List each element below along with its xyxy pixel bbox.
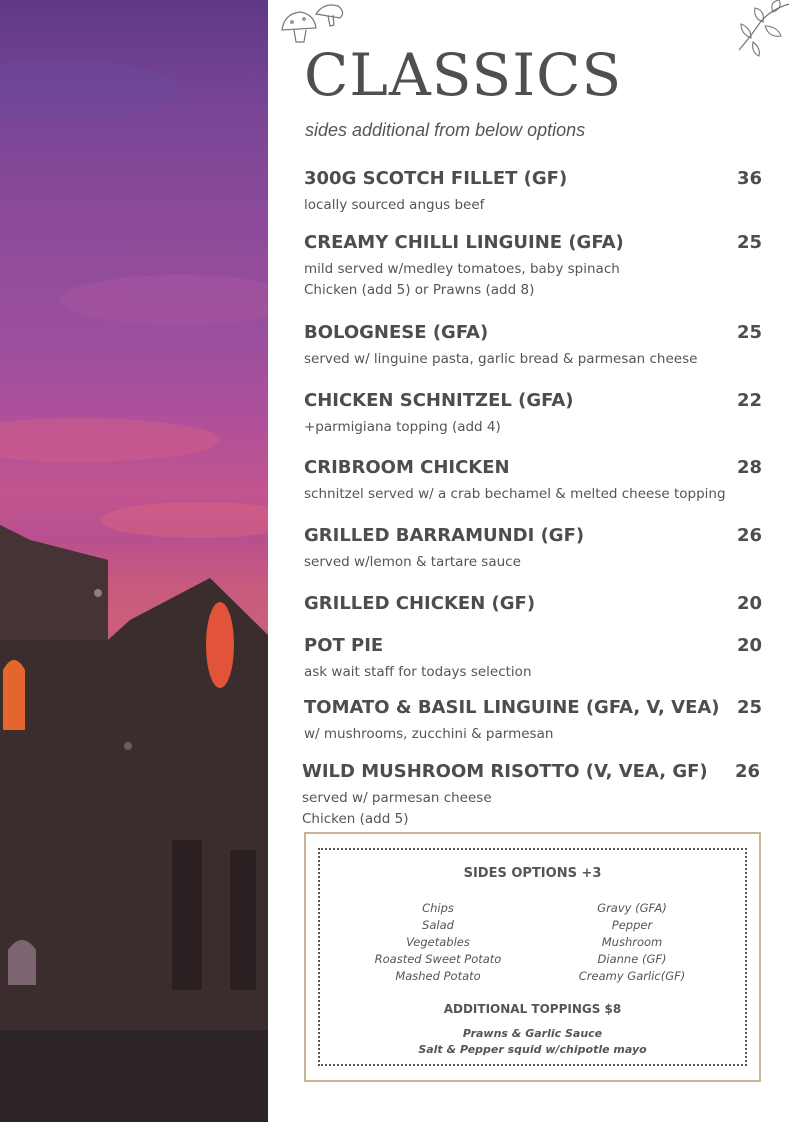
menu-item bbox=[304, 525, 762, 573]
menu-item-desc: mild served w/medley tomatoes, baby spinach bbox=[304, 261, 620, 277]
menu-item-name: GRILLED CHICKEN (GF) bbox=[304, 593, 536, 614]
menu-item bbox=[304, 457, 762, 505]
menu-item bbox=[304, 322, 762, 370]
menu-item-desc: served w/lemon & tartare sauce bbox=[304, 554, 521, 570]
side-option: Mashed Potato bbox=[395, 969, 481, 983]
menu-item-desc: ask wait staff for todays selection bbox=[304, 664, 532, 680]
sides-box bbox=[304, 832, 761, 1082]
menu-content bbox=[268, 0, 793, 1122]
sides-list-right bbox=[532, 900, 732, 985]
side-option: Chips bbox=[422, 901, 454, 915]
side-option: Pepper bbox=[611, 918, 653, 932]
menu-item bbox=[304, 168, 762, 216]
menu-item-desc: Chicken (add 5) or Prawns (add 8) bbox=[304, 282, 535, 298]
menu-item-name: GRILLED BARRAMUNDI (GF) bbox=[304, 525, 585, 546]
leaf-sketch-icon bbox=[729, 0, 791, 58]
page-title: CLASSICS bbox=[304, 41, 623, 109]
menu-item-desc: served w/ linguine pasta, garlic bread & parmesan cheese bbox=[304, 351, 698, 367]
sides-list-left bbox=[338, 900, 538, 985]
menu-item-price: 36 bbox=[736, 168, 762, 189]
menu-item-price: 25 bbox=[736, 322, 762, 343]
side-option: Dianne (GF) bbox=[597, 952, 667, 966]
menu-item bbox=[304, 697, 762, 745]
menu-item-price: 22 bbox=[736, 390, 762, 411]
menu-item-name: POT PIE bbox=[304, 635, 384, 656]
side-option: Vegetables bbox=[406, 935, 470, 949]
menu-item-name: BOLOGNESE (GFA) bbox=[304, 322, 489, 343]
menu-item-name: CREAMY CHILLI LINGUINE (GFA) bbox=[304, 232, 624, 253]
sides-box-inner bbox=[318, 848, 747, 1066]
menu-item bbox=[302, 761, 760, 830]
menu-item-price: 25 bbox=[736, 697, 762, 718]
menu-item-name: WILD MUSHROOM RISOTTO (V, VEA, GF) bbox=[302, 761, 708, 782]
menu-item-desc: schnitzel served w/ a crab bechamel & melted cheese topping bbox=[304, 486, 726, 502]
menu-item-desc: +parmigiana topping (add 4) bbox=[304, 419, 501, 435]
menu-item-desc: served w/ parmesan cheese bbox=[302, 790, 492, 806]
menu-item-desc: locally sourced angus beef bbox=[304, 197, 485, 213]
menu-item-price: 26 bbox=[736, 525, 762, 546]
topping-option: Salt & Pepper squid w/chipotle mayo bbox=[418, 1043, 647, 1056]
side-option: Mushroom bbox=[601, 935, 663, 949]
side-option: Salad bbox=[422, 918, 454, 932]
mushroom-sketch-icon bbox=[276, 0, 348, 46]
menu-item-price: 20 bbox=[736, 635, 762, 656]
sunset-church-photo bbox=[0, 0, 268, 1122]
menu-item-name: CRIBROOM CHICKEN bbox=[304, 457, 510, 478]
page-subtitle: sides additional from below options bbox=[305, 120, 586, 140]
church-silhouette bbox=[0, 0, 268, 1122]
side-option: Creamy Garlic(GF) bbox=[578, 969, 686, 983]
menu-item bbox=[304, 593, 762, 614]
sides-heading: SIDES OPTIONS +3 bbox=[463, 866, 602, 881]
menu-item-name: TOMATO & BASIL LINGUINE (GFA, V, VEA) bbox=[304, 697, 720, 718]
menu-item-name: 300G SCOTCH FILLET (GF) bbox=[304, 168, 568, 189]
menu-item bbox=[304, 635, 762, 683]
menu-item-price: 20 bbox=[736, 593, 762, 614]
menu-item-price: 25 bbox=[736, 232, 762, 253]
side-option: Roasted Sweet Potato bbox=[374, 952, 502, 966]
menu-item bbox=[304, 390, 762, 438]
menu-item-price: 26 bbox=[734, 761, 760, 782]
menu-item-name: CHICKEN SCHNITZEL (GFA) bbox=[304, 390, 574, 411]
side-option: Gravy (GFA) bbox=[597, 901, 667, 915]
menu-item-desc: Chicken (add 5) bbox=[302, 811, 409, 827]
topping-option: Prawns & Garlic Sauce bbox=[462, 1027, 603, 1040]
menu-item-price: 28 bbox=[736, 457, 762, 478]
menu-item-desc: w/ mushrooms, zucchini & parmesan bbox=[304, 726, 554, 742]
toppings-list bbox=[320, 1026, 745, 1058]
toppings-heading: ADDITIONAL TOPPINGS $8 bbox=[443, 1002, 622, 1016]
menu-item bbox=[304, 232, 762, 301]
